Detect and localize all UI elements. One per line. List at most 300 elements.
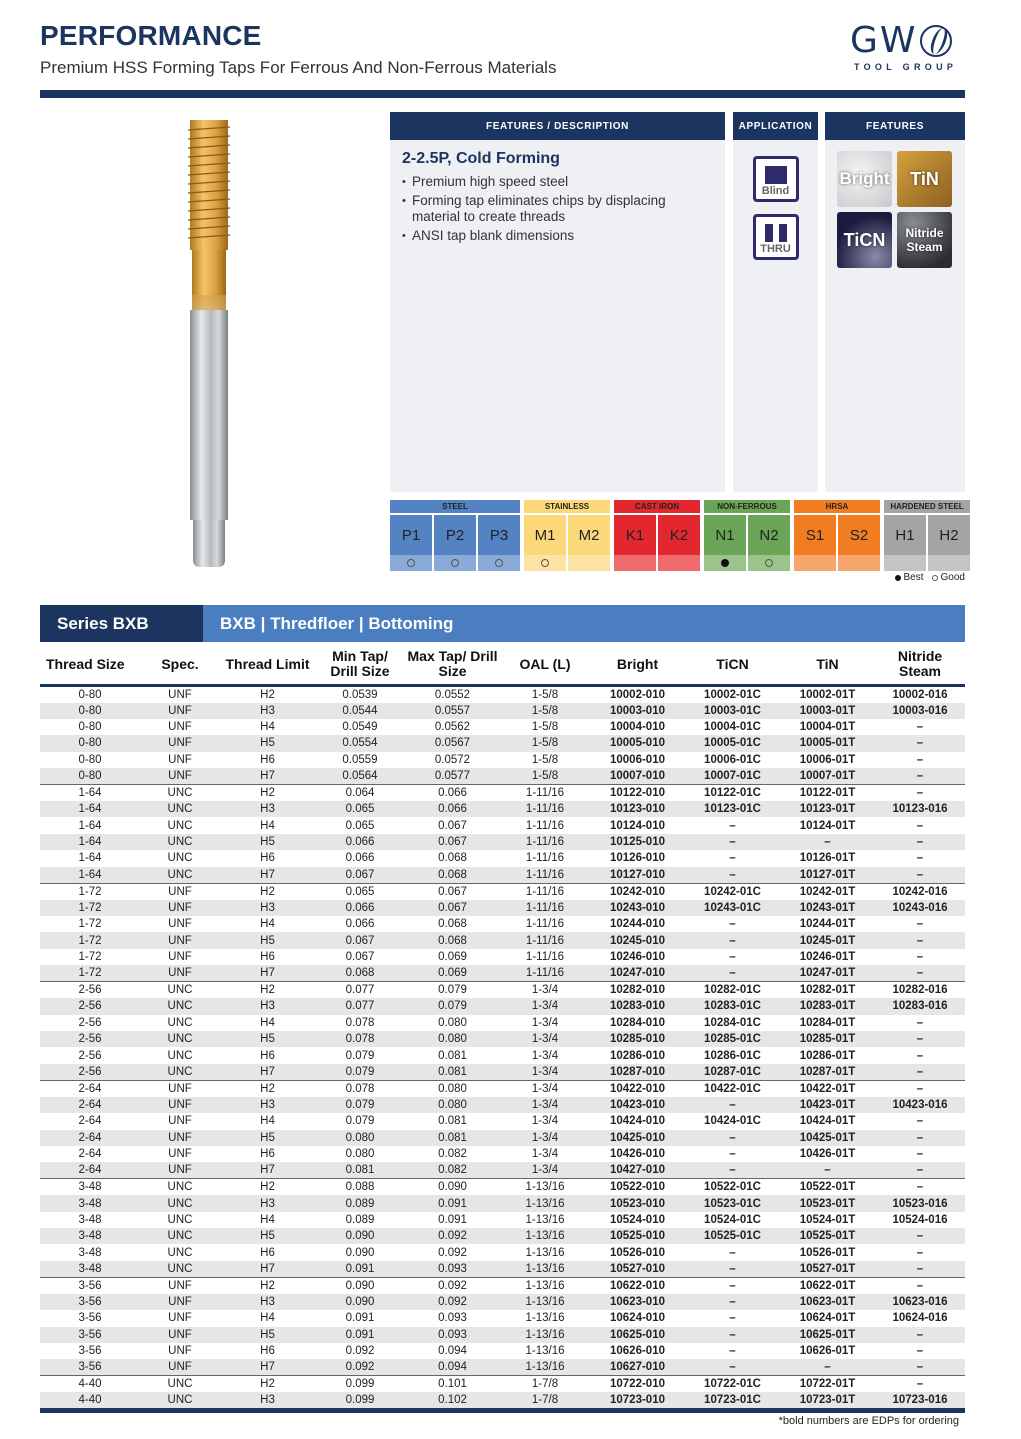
table-cell: 0.065 [345,819,375,832]
table-row [40,1277,965,1294]
page-title: PERFORMANCE [40,20,262,51]
table-cell: 10283-01C [685,998,780,1014]
table-cell: 0.090 [405,1179,500,1196]
table-cell: 10525-010 [590,1228,685,1244]
material-code: M1 [524,515,566,555]
good-circle-icon [765,559,773,567]
table-cell: 0.077 [315,982,405,999]
table-cell: – [916,753,924,766]
table-cell: 10127-010 [590,867,685,884]
table-cell: 10245-01T [780,932,875,948]
table-cell: 2-64 [78,1148,102,1161]
table-row [40,998,965,1014]
table-cell: – [916,918,924,931]
table-cell: 1-13/16 [500,1179,590,1196]
table-row [40,703,965,719]
table-cell: 3-48 [40,1179,140,1196]
table-cell: 10526-01T [799,1246,856,1259]
table-cell: – [685,1162,780,1179]
table-cell: 0.081 [405,1130,500,1146]
table-cell: 1-11/16 [500,867,590,884]
table-cell: 10424-010 [610,1115,665,1128]
table-cell: H3 [220,1097,315,1113]
table-cell: 10243-016 [875,900,965,916]
features-description-panel [390,112,725,492]
table-cell: 1-3/4 [531,1049,559,1062]
table-cell: H6 [260,1246,275,1259]
table-cell: 1-64 [78,819,102,832]
table-cell: – [916,1049,924,1062]
table-cell: – [685,1359,780,1376]
table-cell: H7 [220,1261,315,1278]
table-cell: H3 [220,1195,315,1211]
table-cell: 10723-016 [875,1392,965,1411]
table-cell: 0.079 [315,1097,405,1113]
material-code: K2 [658,515,700,555]
table-cell: UNF [168,950,192,963]
table-cell: 1-13/16 [500,1277,590,1294]
table-row [40,1244,965,1260]
table-cell: H6 [260,753,275,766]
table-cell: 10423-016 [875,1097,965,1113]
application-panel [733,112,818,492]
material-code: H1 [884,515,926,555]
table-cell: 3-56 [40,1294,140,1310]
table-cell: 1-3/4 [500,1097,590,1113]
table-cell: H7 [220,965,315,982]
coating-ticn-tile: TiCN [837,212,892,268]
table-cell: – [916,950,924,963]
table-cell: 0.067 [345,950,375,963]
column-header: Spec. [140,645,220,685]
table-cell: UNF [168,1345,192,1358]
table-cell: 10286-01C [704,1049,761,1062]
table-cell: 10424-01T [799,1115,856,1128]
table-cell: – [780,834,875,850]
table-cell: 1-5/8 [531,721,559,734]
table-cell: 2-56 [40,982,140,999]
table-cell: H2 [260,688,275,701]
table-cell: 10426-010 [610,1148,665,1161]
table-cell: 1-64 [40,867,140,884]
table-cell: 0.068 [438,918,467,931]
material-code: P2 [434,515,476,555]
table-cell: 10123-016 [875,801,965,817]
table-cell: 10284-010 [610,1016,665,1029]
table-cell: UNF [168,721,192,734]
table-cell: 10425-01T [780,1130,875,1146]
table-cell: 10425-010 [590,1130,685,1146]
table-cell: – [875,768,965,785]
table-cell: H6 [260,1345,275,1358]
table-cell: 1-72 [40,900,140,916]
table-cell: UNF [140,768,220,785]
table-row [40,1228,965,1244]
table-cell: 1-7/8 [500,1376,590,1393]
table-cell: 0.091 [405,1195,500,1211]
table-row [40,982,965,999]
table-cell: H7 [220,1162,315,1179]
table-cell: 1-11/16 [525,950,565,963]
table-cell: UNC [140,1064,220,1081]
table-row [40,949,965,965]
table-cell: H7 [220,867,315,884]
material-rating [884,555,926,571]
material-rating [524,555,566,571]
table-row [40,1195,965,1211]
table-cell: 10242-010 [590,883,685,900]
material-group [704,500,790,571]
logo-subtext: TOOL GROUP [854,62,958,72]
table-row [40,1392,965,1411]
table-cell: 0.077 [315,998,405,1014]
table-cell: 10423-01T [780,1097,875,1113]
table-cell: 10524-010 [610,1213,665,1226]
table-cell: – [916,1345,924,1358]
table-cell: 10003-01C [685,703,780,719]
table-cell: 10246-01T [799,950,856,963]
table-cell: 1-13/16 [525,1213,565,1226]
coatings-header: FEATURES [825,112,965,140]
table-cell: H5 [220,1228,315,1244]
table-cell: 0.066 [405,785,500,802]
table-row [40,719,965,735]
material-code: N1 [704,515,746,555]
table-cell: UNF [140,932,220,948]
table-cell: 10422-01T [780,1080,875,1097]
table-cell: – [780,1162,875,1179]
table-cell: 10624-016 [892,1312,948,1325]
table-cell: 0.0549 [342,721,378,734]
table-cell: – [729,1312,736,1325]
table-cell: 10523-010 [590,1195,685,1211]
tap-square-end [193,520,225,567]
table-cell: 0-80 [40,735,140,751]
table-row [40,1179,965,1196]
material-group-label: STEEL [390,500,520,513]
material-cell [928,515,970,571]
column-header: TiCN [685,645,780,685]
table-cell: 0.066 [315,900,405,916]
material-code: H2 [928,515,970,555]
table-cell: 1-3/4 [500,1130,590,1146]
material-cell [704,515,746,571]
table-cell: 0.0564 [315,768,405,785]
table-cell: 3-48 [40,1261,140,1278]
tap-shank [190,310,228,520]
table-cell: 10523-01T [780,1195,875,1211]
table-cell: 0.082 [405,1162,500,1179]
table-cell: 0.094 [405,1359,500,1376]
material-cell [614,515,656,571]
table-cell: 0.092 [405,1294,500,1310]
table-cell: – [729,1246,736,1259]
table-cell: H6 [260,1148,275,1161]
table-cell: 1-13/16 [500,1294,590,1310]
column-header: Bright [590,645,685,685]
table-cell: – [685,1294,780,1310]
column-header: Min Tap/ Drill Size [315,645,405,685]
table-cell: UNC [140,834,220,850]
table-cell: 0.0572 [434,753,471,766]
material-rating [390,555,432,571]
table-cell: – [875,785,965,802]
material-cell [838,515,880,571]
table-cell: 10422-010 [590,1080,685,1097]
table-cell: 10246-010 [610,950,665,963]
table-cell: 1-13/16 [525,1312,565,1325]
table-cell: UNF [140,1327,220,1343]
table-cell: H3 [220,801,315,817]
table-cell: 10427-010 [590,1162,685,1179]
table-cell: 10522-010 [590,1179,685,1196]
table-cell: 0.067 [315,932,405,948]
table-cell: 0.080 [315,1130,405,1146]
table-cell: H2 [220,1179,315,1196]
table-cell: 10122-01T [780,785,875,802]
table-cell: H2 [220,982,315,999]
table-cell: UNC [140,1179,220,1196]
table-cell: H5 [220,1327,315,1343]
table-cell: 0.078 [315,1080,405,1097]
table-cell: UNC [140,1376,220,1393]
table-cell: 0.067 [438,819,467,832]
logo-text: GW [850,20,918,61]
table-cell: – [875,1327,965,1343]
material-rating [838,555,880,571]
table-cell: 2-56 [40,1064,140,1081]
table-cell: 10006-010 [610,753,665,766]
table-row [40,1376,965,1393]
table-row [40,1031,965,1047]
table-cell: UNC [140,1195,220,1211]
table-cell: 0.068 [405,932,500,948]
table-cell: UNC [140,1228,220,1244]
table-cell: UNC [140,801,220,817]
table-cell: 10007-010 [590,768,685,785]
table-cell: 1-7/8 [500,1392,590,1411]
description-list [402,174,725,244]
table-cell: 0.067 [405,834,500,850]
table-cell: 0.066 [345,852,375,865]
table-row [40,1064,965,1081]
table-cell: UNF [140,965,220,982]
table-cell: UNF [140,1277,220,1294]
table-cell: – [729,852,736,865]
table-cell: – [875,1359,965,1376]
table-cell: 0.067 [315,867,405,884]
table-cell: 10002-010 [610,688,665,701]
table-cell: H7 [220,1064,315,1081]
blind-hole-icon: Blind [753,156,799,202]
table-cell: – [916,819,924,832]
table-cell: H4 [260,918,275,931]
table-cell: 1-11/16 [500,834,590,850]
table-cell: 2-56 [78,1016,102,1029]
good-circle-icon [451,559,459,567]
table-cell: 10423-010 [590,1097,685,1113]
table-row [40,834,965,850]
table-cell: 10004-010 [610,721,665,734]
table-cell: – [916,1246,924,1259]
table-cell: – [685,1130,780,1146]
table-cell: 1-3/4 [500,998,590,1014]
material-group-label: CAST IRON [614,500,700,513]
table-cell: 10284-01T [799,1016,856,1029]
table-cell: 10007-01T [780,768,875,785]
table-cell: UNC [140,1261,220,1278]
table-cell: 1-72 [78,950,102,963]
table-cell: – [875,1064,965,1081]
table-cell: 0.101 [405,1376,500,1393]
table-cell: 0.091 [345,1312,375,1325]
table-cell: 4-40 [40,1392,140,1411]
table-cell: 10522-01T [780,1179,875,1196]
table-cell: – [875,965,965,982]
table-cell: 1-11/16 [500,932,590,948]
table-cell: 0.081 [315,1162,405,1179]
table-cell: 0-80 [78,721,102,734]
table-cell: 0.069 [438,950,467,963]
table-row [40,1080,965,1097]
table-cell: – [685,867,780,884]
material-cell [434,515,476,571]
table-cell: – [875,1261,965,1278]
table-cell: 10722-010 [590,1376,685,1393]
table-cell: H5 [220,735,315,751]
table-cell: 10005-01T [780,735,875,751]
table-row [40,1047,965,1063]
table-cell: 2-56 [40,1031,140,1047]
table-cell: UNC [167,819,193,832]
table-cell: 0.0577 [405,768,500,785]
material-code: K1 [614,515,656,555]
table-cell: UNF [168,918,192,931]
table-cell: 10242-01C [685,883,780,900]
table-row [40,932,965,948]
header-divider [40,90,965,98]
table-cell: 10123-010 [590,801,685,817]
table-cell: 0.079 [315,1064,405,1081]
table-cell: 0.092 [315,1359,405,1376]
table-cell: 10243-01C [685,900,780,916]
table-row [40,1261,965,1278]
table-row [40,1146,965,1162]
table-cell: 1-72 [40,883,140,900]
table-cell: 1-13/16 [525,1345,565,1358]
table-cell: 10527-01T [780,1261,875,1278]
table-row [40,785,965,802]
table-cell: UNF [140,900,220,916]
material-code: S2 [838,515,880,555]
table-row [40,752,965,768]
table-cell: H2 [220,1277,315,1294]
table-cell: H4 [260,819,275,832]
table-cell: 3-56 [40,1327,140,1343]
table-cell: – [685,932,780,948]
table-cell: 10524-01C [704,1213,761,1226]
table-cell: H6 [260,950,275,963]
material-code: P1 [390,515,432,555]
table-cell: 10245-010 [590,932,685,948]
table-cell: 10624-010 [610,1312,665,1325]
table-cell: 1-11/16 [525,852,565,865]
table-cell: 10422-01C [685,1080,780,1097]
column-header: OAL (L) [500,645,590,685]
good-circle-icon [407,559,415,567]
table-cell: 10005-01C [685,735,780,751]
table-cell: 0-80 [40,703,140,719]
table-cell: 0.066 [315,834,405,850]
table-cell: UNF [140,1097,220,1113]
table-row [40,1212,965,1228]
table-cell: UNF [140,735,220,751]
table-cell: 10286-01T [799,1049,856,1062]
best-dot-icon [721,559,729,567]
table-cell: 0.081 [438,1115,467,1128]
material-cell [884,515,926,571]
table-cell: 0.080 [345,1148,375,1161]
table-cell: UNC [167,852,193,865]
column-header: Thread Size [40,645,140,685]
table-cell: 10285-010 [590,1031,685,1047]
table-row [40,817,965,833]
table-cell: UNF [140,883,220,900]
table-cell: 0.079 [405,998,500,1014]
table-cell: 10004-01C [704,721,761,734]
table-cell: 10626-01T [799,1345,856,1358]
table-cell: – [729,1148,736,1161]
table-cell: 0.064 [315,785,405,802]
table-row [40,1359,965,1376]
table-cell: UNC [140,982,220,999]
table-cell: 1-72 [40,965,140,982]
table-row [40,1327,965,1343]
column-header: Thread Limit [220,645,315,685]
table-cell: – [780,1359,875,1376]
table-cell: 10006-01T [799,753,856,766]
table-cell: 0.081 [438,1049,467,1062]
material-rating [568,555,610,571]
table-cell: 10525-01T [780,1228,875,1244]
table-cell: – [685,1327,780,1343]
table-cell: 3-48 [40,1195,140,1211]
table-cell: 0.069 [405,965,500,982]
table-cell: 1-3/4 [531,1016,559,1029]
table-cell: 10126-01T [799,852,856,865]
table-cell: H7 [220,768,315,785]
coating-nitride-steam-tile: Nitride Steam [897,212,952,268]
column-header: TiN [780,645,875,685]
table-cell: 10526-010 [610,1246,665,1259]
table-cell: UNC [140,1031,220,1047]
good-circle-icon [495,559,503,567]
table-cell: 0.089 [345,1213,375,1226]
table-row [40,801,965,817]
table-cell: UNF [168,1115,192,1128]
table-cell: 10287-010 [590,1064,685,1081]
table-cell: 1-13/16 [500,1261,590,1278]
table-row [40,1113,965,1129]
table-cell: H5 [220,1130,315,1146]
table-cell: 0.0552 [434,688,471,701]
table-cell: 0.090 [345,1246,375,1259]
table-cell: UNF [140,1359,220,1376]
table-cell: 10287-01C [685,1064,780,1081]
table-cell: 1-13/16 [500,1327,590,1343]
table-cell: 2-56 [78,1049,102,1062]
material-cell [658,515,700,571]
